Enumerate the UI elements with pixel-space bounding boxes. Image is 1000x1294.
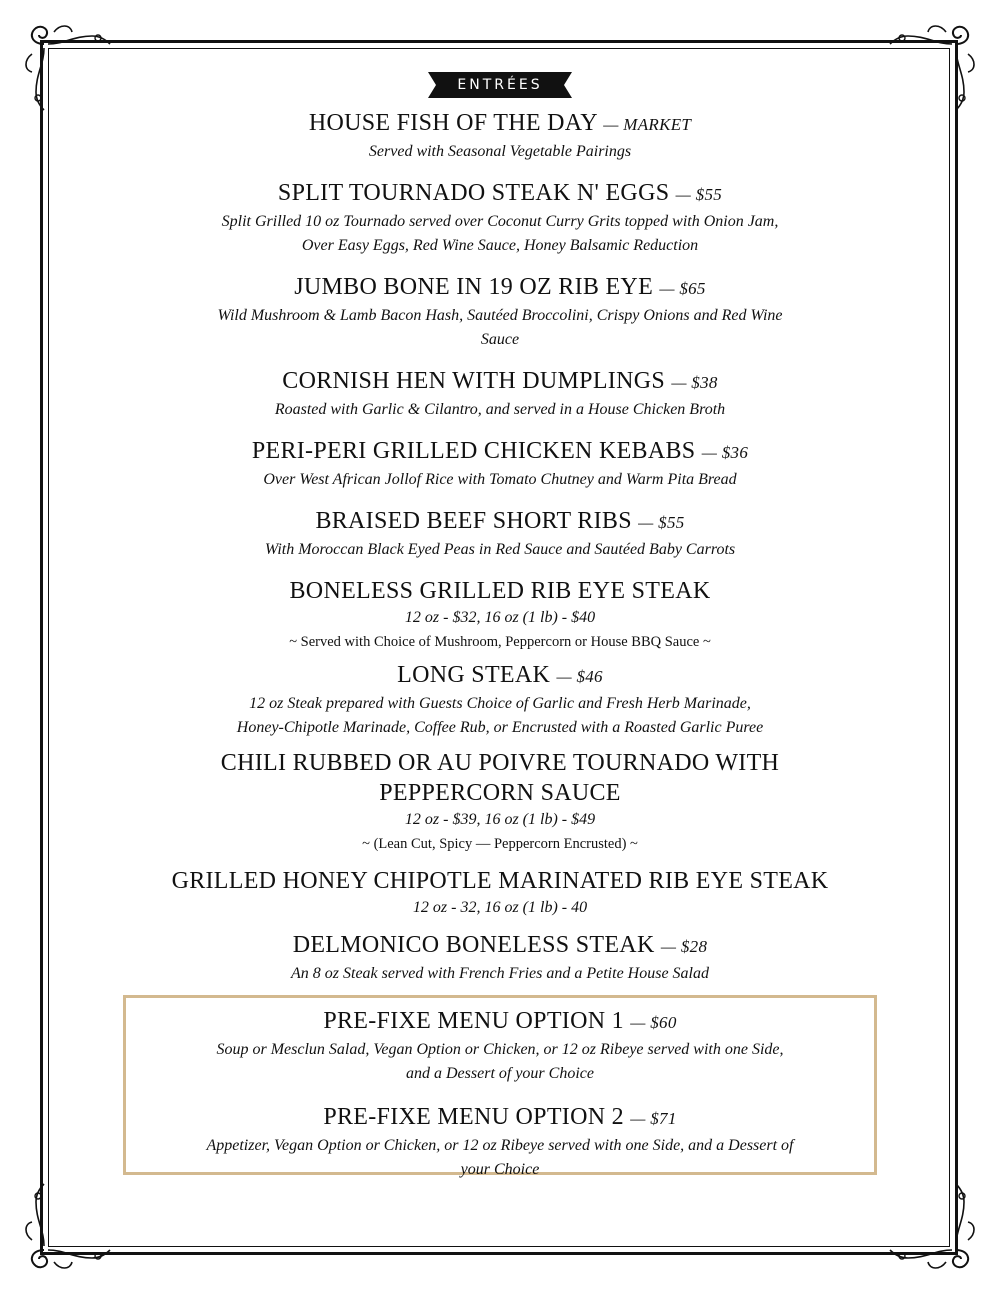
menu-item	[125, 576, 875, 654]
entrees-list	[125, 108, 875, 1000]
ornament-corner-icon	[886, 1180, 986, 1280]
menu-item	[125, 866, 875, 920]
item-price: $38	[691, 373, 718, 392]
item-name: LONG STEAK	[397, 662, 557, 688]
item-name: JUMBO BONE IN 19 OZ RIB EYE	[294, 274, 654, 300]
item-price: $36	[721, 443, 749, 462]
item-note: ~ (Lean Cut, Spicy — Peppercorn Encrusted) ~	[362, 836, 638, 852]
item-description: Served with Seasonal Vegetable Pairings	[368, 143, 632, 160]
item-price: $55	[695, 185, 723, 204]
item-description: Over Easy Eggs, Red Wine Sauce, Honey Balsamic Reduction	[301, 237, 699, 254]
item-name: SPLIT TOURNADO STEAK N' EGGS	[277, 180, 670, 206]
item-name: PRE-FIXE MENU OPTION 1	[323, 1008, 624, 1034]
menu-item: JUMBO BONE IN 19 OZ RIB EYE — $65 Wild Mushroom & Lamb Bacon Hash, Sautéed Broccolini, Crispy Onions and Red Wine Sauce	[125, 272, 875, 352]
item-description: An 8 oz Steak served with French Fries and a Petite House Salad	[291, 965, 709, 982]
item-price: $71	[650, 1109, 677, 1128]
item-price: $60	[650, 1013, 677, 1032]
ornament-corner-icon	[14, 1180, 114, 1280]
prefixe-box	[123, 995, 877, 1178]
item-name: GRILLED HONEY CHIPOTLE MARINATED RIB EYE STEAK	[171, 868, 829, 894]
item-description: and a Dessert of your Choice	[406, 1065, 594, 1082]
item-sizes: 12 oz - $39, 16 oz (1 lb) - $49	[404, 811, 596, 828]
item-sizes: 12 oz - $32, 16 oz (1 lb) - $40	[404, 609, 596, 626]
item-description: Over West African Jollof Rice with Tomato Chutney and Warm Pita Bread	[263, 471, 737, 488]
item-price: $46	[576, 667, 603, 686]
item-price: $28	[680, 937, 708, 956]
item-name: DELMONICO BONELESS STEAK	[292, 932, 655, 958]
item-name: BRAISED BEEF SHORT RIBS	[315, 508, 632, 534]
item-description: Appetizer, Vegan Option or Chicken, or 12 oz Ribeye served with one Side, and a Dessert of	[206, 1137, 794, 1154]
item-description: With Moroccan Black Eyed Peas in Red Sauce and Sautéed Baby Carrots	[264, 541, 736, 558]
item-description: your Choice	[460, 1161, 540, 1178]
item-description: Honey-Chipotle Marinade, Coffee Rub, or Encrusted with a Roasted Garlic Puree	[236, 719, 764, 736]
prefixe-item: PRE-FIXE MENU OPTION 1 — $60 Soup or Mesclun Salad, Vegan Option or Chicken, or 12 oz Ribeye served with one Side, and a Dessert of your Choice	[140, 1006, 860, 1086]
item-name: PEPPERCORN SAUCE	[379, 780, 621, 806]
item-description: Split Grilled 10 oz Tournado served over Coconut Curry Grits topped with Onion Jam,	[221, 213, 779, 230]
item-name: PRE-FIXE MENU OPTION 2	[323, 1104, 624, 1130]
prefixe-item: PRE-FIXE MENU OPTION 2 — $71 Appetizer, Vegan Option or Chicken, or 12 oz Ribeye served with one Side, and a Dessert of your Choice	[140, 1102, 860, 1182]
item-description: Wild Mushroom & Lamb Bacon Hash, Sautéed Broccolini, Crispy Onions and Red Wine	[217, 307, 783, 324]
item-description: Soup or Mesclun Salad, Vegan Option or Chicken, or 12 oz Ribeye served with one Side,	[216, 1041, 784, 1058]
menu-item: PERI-PERI GRILLED CHICKEN KEBABS — $36 Over West African Jollof Rice with Tomato Chutney and Warm Pita Bread	[125, 436, 875, 492]
item-price: $65	[679, 279, 706, 298]
item-name: CORNISH HEN WITH DUMPLINGS	[282, 368, 665, 394]
menu-item: LONG STEAK — $46 12 oz Steak prepared with Guests Choice of Garlic and Fresh Herb Marinade, Honey-Chipotle Marinade, Coffee Rub, or Encrusted with a Roasted Garlic Puree	[125, 660, 875, 740]
item-name: PERI-PERI GRILLED CHICKEN KEBABS	[251, 438, 696, 464]
item-description: 12 oz Steak prepared with Guests Choice of Garlic and Fresh Herb Marinade,	[249, 695, 751, 712]
ornament-corner-icon	[886, 14, 986, 114]
item-name: HOUSE FISH OF THE DAY	[308, 110, 597, 136]
menu-item: BRAISED BEEF SHORT RIBS — $55 With Moroccan Black Eyed Peas in Red Sauce and Sautéed Baby Carrots	[125, 506, 875, 562]
item-price: MARKET	[623, 115, 692, 134]
item-note: ~ Served with Choice of Mushroom, Peppercorn or House BBQ Sauce ~	[289, 634, 711, 650]
item-sizes: 12 oz - 32, 16 oz (1 lb) - 40	[412, 899, 588, 916]
item-name: BONELESS GRILLED RIB EYE STEAK	[289, 578, 711, 604]
item-name: CHILI RUBBED OR AU POIVRE TOURNADO WITH	[220, 750, 780, 776]
section-title: ENTRÉES	[457, 77, 543, 93]
section-banner	[428, 70, 572, 100]
ornament-corner-icon	[14, 14, 114, 114]
menu-item: CORNISH HEN WITH DUMPLINGS — $38 Roasted with Garlic & Cilantro, and served in a House Chicken Broth	[125, 366, 875, 422]
item-description: Roasted with Garlic & Cilantro, and served in a House Chicken Broth	[274, 401, 726, 418]
menu-item: SPLIT TOURNADO STEAK N' EGGS — $55 Split Grilled 10 oz Tournado served over Coconut Curry Grits topped with Onion Jam, Over Easy Eggs, Red Wine Sauce, Honey Balsamic Reduction	[125, 178, 875, 258]
menu-item: DELMONICO BONELESS STEAK — $28 An 8 oz Steak served with French Fries and a Petite House Salad	[125, 930, 875, 986]
item-description: Sauce	[480, 331, 520, 348]
item-price: $55	[658, 513, 685, 532]
menu-item	[125, 748, 875, 856]
menu-item: HOUSE FISH OF THE DAY — MARKET Served with Seasonal Vegetable Pairings	[125, 108, 875, 164]
